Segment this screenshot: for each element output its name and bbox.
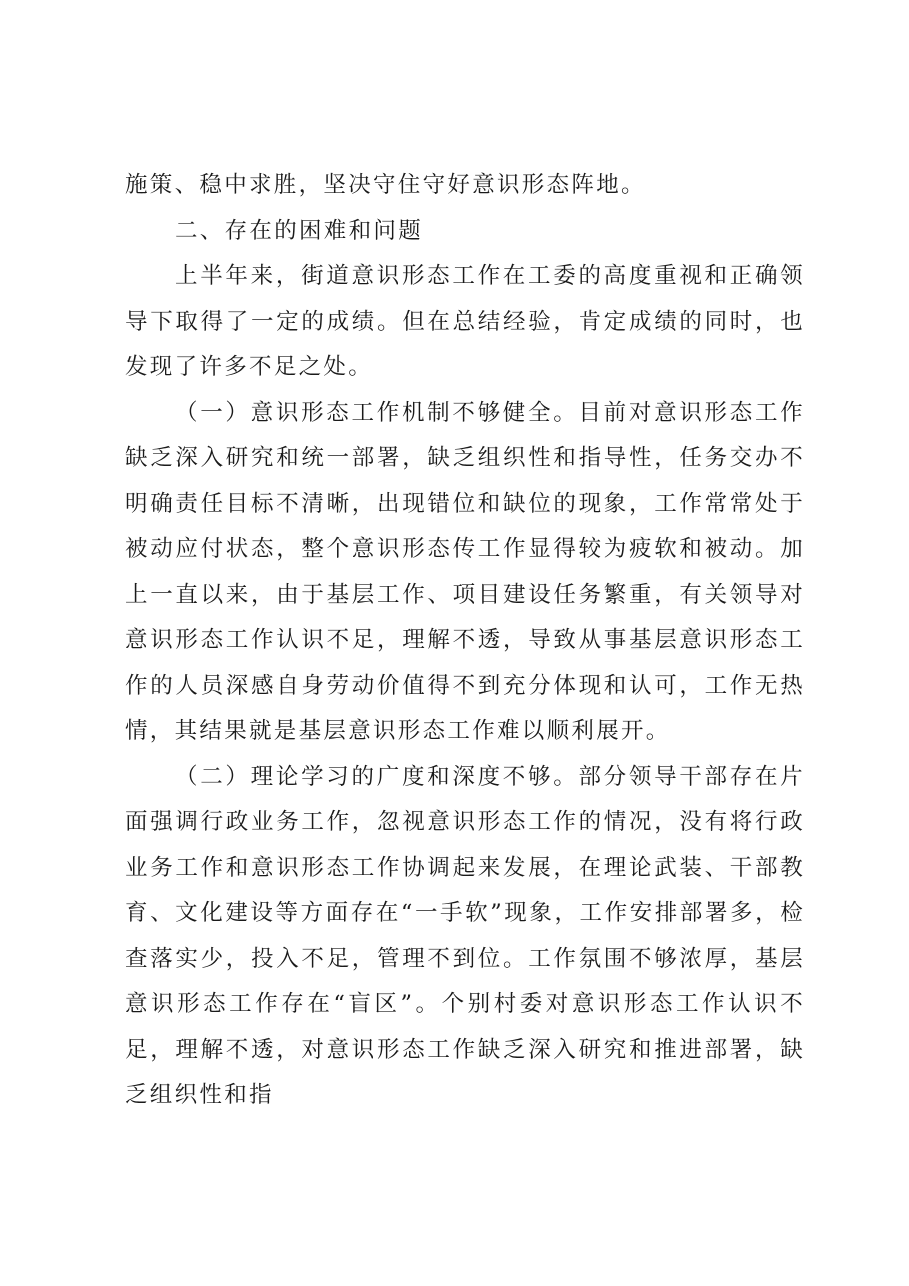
document-body — [125, 163, 805, 1119]
paragraph-item-one: （一）意识形态工作机制不够健全。目前对意识形态工作缺乏深入研究和统一部署，缺乏组织性和指导性，任务交办不明确责任目标不清晰，出现错位和缺位的现象，工作常常处于被动应付状态，整个意识形态传工作显得较为疲软和被动。加上一直以来，由于基层工作、项目建设任务繁重，有关领导对意识形态工作认识不足，理解不透，导致从事基层意识形态工作的人员深感自身劳动价值得不到充分体现和认可，工作无热情，其结果就是基层意识形态工作难以顺利展开。 — [125, 399, 805, 744]
paragraph-continuation: 施策、稳中求胜，坚决守住守好意识形态阵地。 — [125, 172, 646, 198]
section-heading: 二、存在的困难和问题 — [175, 217, 424, 244]
paragraph-item-two: （二）理论学习的广度和深度不够。部分领导干部存在片面强调行政业务工作，忽视意识形态工作的情况，没有将行政业务工作和意识形态工作协调起来发展，在理论武装、干部教育、文化建设等方面存在“一手软”现象，工作安排部署多，检查落实少，投入不足，管理不到位。工作氛围不够浓厚，基层意识形态工作存在“盲区”。个别村委对意识形态工作认识不足，理解不透，对意识形态工作缺乏深入研究和推进部署，缺乏组织性和指 — [125, 763, 805, 1108]
paragraph-intro: 上半年来，街道意识形态工作在工委的高度重视和正确领导下取得了一定的成绩。但在总结经验，肯定成绩的同时，也发现了许多不足之处。 — [125, 263, 805, 380]
